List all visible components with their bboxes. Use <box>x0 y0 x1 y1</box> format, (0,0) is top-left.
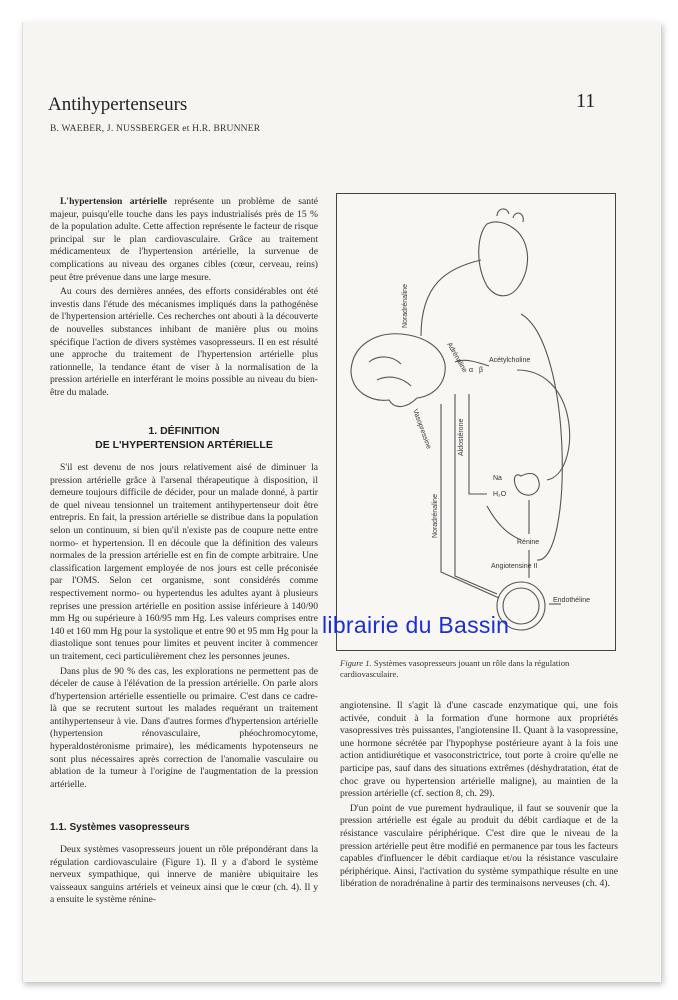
right-paragraph-1: angiotensine. Il s'agit là d'une cascade enzymatique qui, une fois activée, conduit à la formation d'une hormone aux propriétés vasopressives très puissantes, l'angiotensine II. Quant à la vasopressine, une hormone sécrétée par l'hypophyse postérieure ayant à la fois une action antidiurétique et vasoconstrictrice, tout porte à croire qu'elle ne participe pas, sauf dans des situations extrêmes (déshydratation, état de choc grave ou hypertension artérielle maligne), au maintien de la pression artérielle (cf. section 8, ch. 29). <box>340 700 618 800</box>
angiotensine-label: Angiotensine II <box>491 563 538 570</box>
brain-icon <box>351 334 445 407</box>
acetylcholine-label: Acétylcholine <box>489 357 531 364</box>
noradrenaline-top-label: Noradrénaline <box>402 284 409 328</box>
section-1-paragraph-2: Dans plus de 90 % des cas, les explorations ne permettent pas de déceler de cause à l'élévation de la pression artérielle. On parle alors d'hypertension artérielle essentielle ou primaire. C'est dans ce cadre-là que se recrutent surtout les malades requérant un traitement antihypertenseur à vie. Dans d'autres formes d'hypertension artérielle (hypertension rénovasculaire, phéochromocytome, hyperaldostéronisme primaire), les médicaments hypotenseurs ne sont plus nécessaires après correction de l'anomalie vasculaire ou ablation de la tumeur à l'origine de l'augmentation de la pression artérielle. <box>50 665 318 790</box>
noradrenaline-bottom-label: Noradrénaline <box>432 494 439 538</box>
right-column-text <box>340 700 618 893</box>
subsection-paragraph-1: Deux systèmes vasopresseurs jouent un rôle prépondérant dans la régulation cardiovasculaire (Figure 1). Il y a d'abord le système nerveux sympathique, qui innerve de manière ubiquitaire les vaisseaux sanguins artériels et veineux ainsi que le cœur (ch. 4). Il y a ensuite le système rénine- <box>50 844 318 906</box>
h2o-label: H₂O <box>493 491 507 498</box>
figure-1-diagram <box>336 193 616 651</box>
endotheline-label: Endothéline <box>553 597 590 604</box>
watermark-text: librairie du Bassin <box>322 612 510 638</box>
intro-paragraph-1: L'hypertension artérielle représente un problème de santé majeur, puisqu'elle touche dans les pays industrialisés près de 15 % de la population adulte. Cette affection représente le facteur de risque principal sur le plan cardiovasculaire. Grâce au traitement médicamenteux de l'hypertension artérielle, la survenue de complications au niveau des organes cibles (cœur, cerveau, reins) peut être prévenue dans une large mesure. <box>50 196 319 283</box>
section-1-text <box>50 462 318 793</box>
renine-label: Rénine <box>517 539 540 546</box>
section-1-paragraph-1: S'il est devenu de nos jours relativement aisé de diminuer la pression artérielle grâce à l'arsenal thérapeutique à disposition, il demeure toujours difficile de décider, pour un malade donné, à partir de quel niveau tensionnel un traitement antihypertenseur doit être entrepris. En fait, la pression artérielle se distribue dans la population selon un continuum, si bien qu'il n'existe pas de coupure nette entre normo- et hypertension. Il en découle que la définition des valeurs normales de la pression artérielle est en fin de compte arbitraire. Une classification largement employée de nos jours est celle préconisée par l'OMS. Selon cet organisme, sont considérés comme respectivement normo- ou hypertendus les adultes ayant à plusieurs reprises une pression artérielle en position assise inférieure à 140/90 mm Hg ou supérieure à 160/95 mm Hg. Les valeurs comprises entre 140 et 160 mm Hg pour la systolique et entre 90 et 95 mm Hg pour la diastolique sont tenues pour limites et peuvent inciter à commencer un traitement, ceci particulièrement chez les personnes jeunes. <box>50 462 318 662</box>
intro-paragraph-2: Au cours des dernières années, des efforts considérables ont été investis dans l'étude des mécanismes impliqués dans la pathogénèse de l'hypertension artérielle. Ces recherches ont abouti à la découverte de nouvelles substances inhibant de manière plus ou moins spécifique l'action de divers systèmes vasopresseurs. Il en est résulté une approche du traitement de l'hypertension artérielle plus rationnelle, la tendance étant de viser à la normalisation de la pression artérielle en interférant le moins possible au niveau du bien-être du malade. <box>50 286 318 398</box>
aldosterone-label: Aldostérone <box>458 418 465 456</box>
vasopressine-label: Vasopressine <box>411 408 433 451</box>
subsection-heading: 1.1. Systèmes vasopresseurs <box>50 822 190 833</box>
figure-caption: Figure 1. Systèmes vasopresseurs jouant un rôle dans la régulation cardiovasculaire. <box>340 658 570 679</box>
heart-icon <box>479 222 528 296</box>
kidney-icon <box>514 474 539 496</box>
authors-line: B. WAEBER, J. NUSSBERGER et H.R. BRUNNER <box>50 124 261 134</box>
chapter-number: 11 <box>576 90 596 112</box>
section-heading: 1. DÉFINITION DE L'HYPERTENSION ARTÉRIELLE <box>95 425 273 451</box>
adrenaline-label: Adrénaline <box>445 341 469 374</box>
subsection-text <box>50 844 318 909</box>
right-paragraph-2: D'un point de vue purement hydraulique, il faut se souvenir que la pression artérielle est égale au produit du débit cardiaque et de la résistance vasculaire périphérique. C'est dire que le niveau de la pression artérielle peut être modifié en permanence par tous les facteurs capables d'influencer le débit cardiaque et/ou la résistance vasculaire périphérique. Ainsi, l'activation du système sympathique résulte en une libération de noradrénaline à partir des terminaisons nerveuses (ch. 4). <box>340 802 618 890</box>
intro-text <box>50 196 318 402</box>
chapter-title: Antihypertenseurs <box>48 94 188 115</box>
vasopressor-diagram <box>337 194 615 650</box>
beta-label: β <box>479 367 484 374</box>
na-label: Na <box>493 475 502 482</box>
alpha-label: α <box>469 367 474 374</box>
